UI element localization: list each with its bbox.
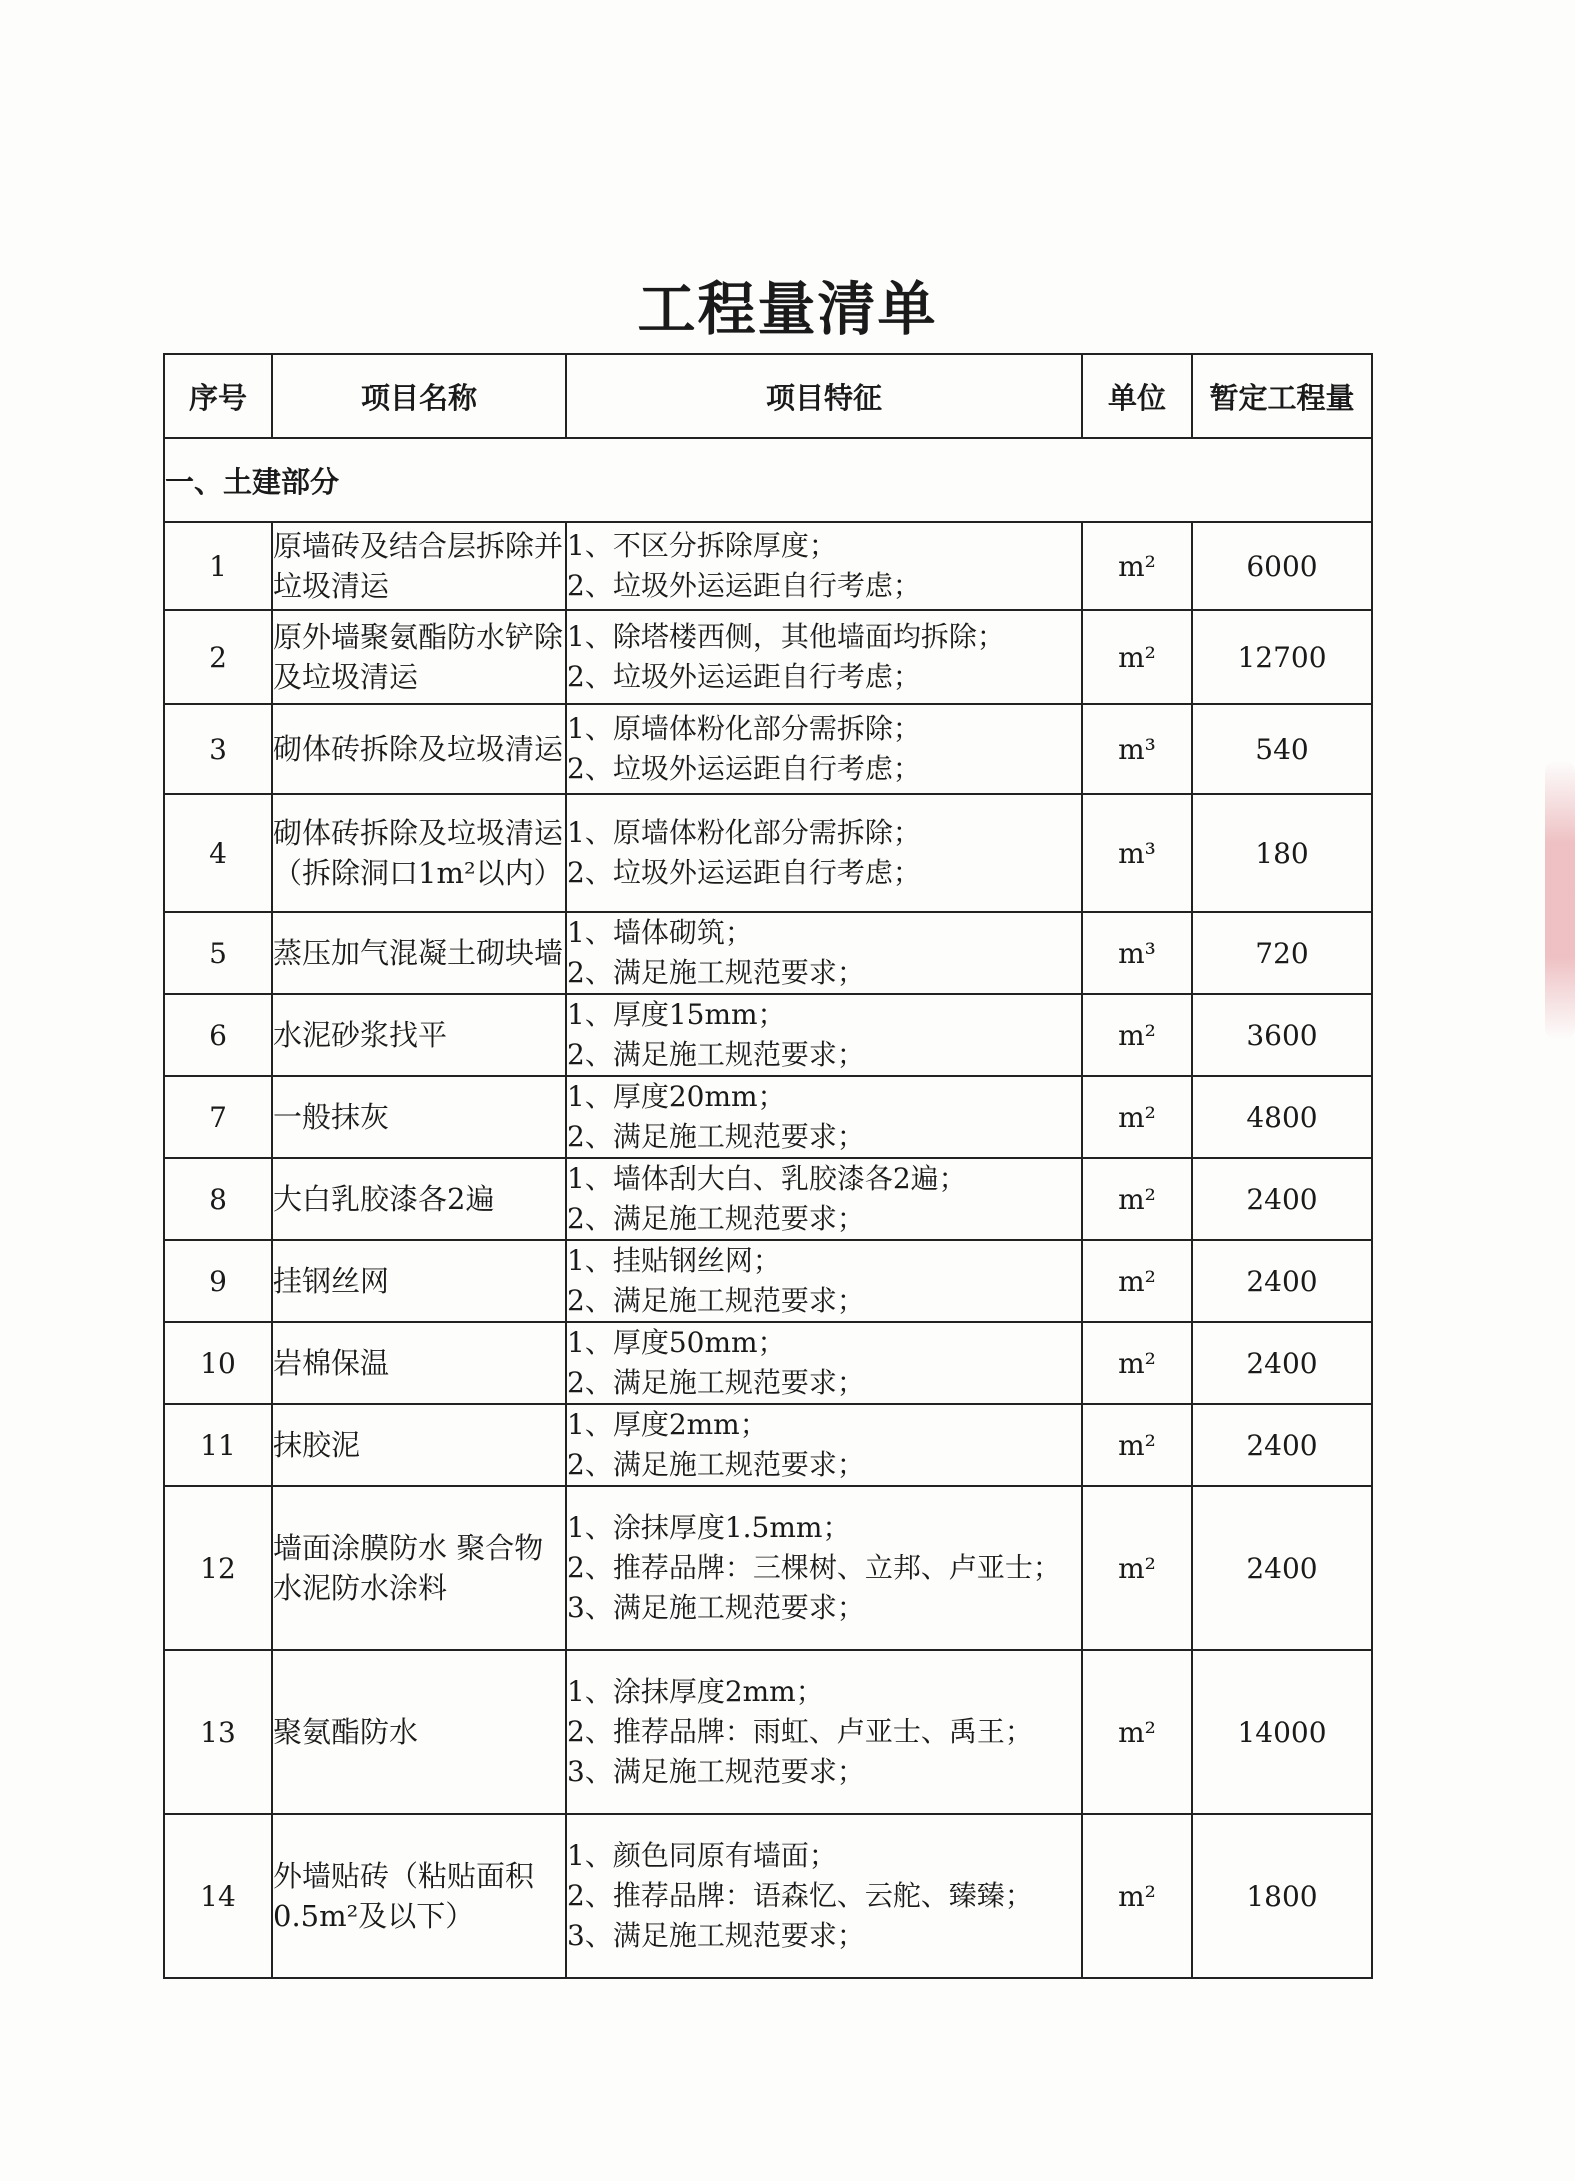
row-unit: m²	[1082, 1404, 1192, 1486]
feature-line: 2、推荐品牌：三棵树、立邦、卢亚士；	[567, 1551, 1061, 1584]
row-item-name: 墙面涂膜防水 聚合物水泥防水涂料	[272, 1486, 566, 1650]
row-quantity: 4800	[1192, 1076, 1372, 1158]
row-unit: m²	[1082, 1240, 1192, 1322]
row-unit: m²	[1082, 1158, 1192, 1240]
table-row	[164, 994, 1372, 1076]
row-features	[566, 1322, 1082, 1404]
feature-line: 2、推荐品牌：语森忆、云舵、臻臻；	[567, 1879, 1033, 1912]
row-features	[566, 794, 1082, 912]
table-row	[164, 522, 1372, 610]
feature-line: 1、厚度50mm；	[567, 1326, 786, 1359]
table-row	[164, 1158, 1372, 1240]
feature-line: 1、除塔楼西侧，其他墙面均拆除；	[567, 620, 1005, 653]
row-quantity: 3600	[1192, 994, 1372, 1076]
row-number: 14	[164, 1814, 272, 1978]
feature-line: 3、满足施工规范要求；	[567, 1755, 865, 1788]
row-number: 11	[164, 1404, 272, 1486]
header-unit: 单位	[1082, 354, 1192, 438]
row-quantity: 2400	[1192, 1486, 1372, 1650]
page-title: 工程量清单	[637, 275, 938, 343]
feature-line: 1、墙体刮大白、乳胶漆各2遍；	[567, 1162, 967, 1195]
row-item-name: 一般抹灰	[272, 1076, 566, 1158]
feature-line: 1、墙体砌筑；	[567, 916, 753, 949]
feature-line: 2、满足施工规范要求；	[567, 1038, 865, 1071]
feature-line: 1、厚度2mm；	[567, 1408, 768, 1441]
feature-line: 3、满足施工规范要求；	[567, 1919, 865, 1952]
row-unit: m²	[1082, 1322, 1192, 1404]
header-quantity: 暂定工程量	[1192, 354, 1372, 438]
feature-line: 1、涂抹厚度2mm；	[567, 1675, 824, 1708]
table-row	[164, 912, 1372, 994]
row-item-name: 原墙砖及结合层拆除并垃圾清运	[272, 522, 566, 610]
feature-line: 2、满足施工规范要求；	[567, 1202, 865, 1235]
row-features	[566, 1076, 1082, 1158]
row-features	[566, 1158, 1082, 1240]
row-unit: m²	[1082, 1076, 1192, 1158]
row-quantity: 180	[1192, 794, 1372, 912]
row-number: 10	[164, 1322, 272, 1404]
row-features	[566, 912, 1082, 994]
red-seal-stamp	[1545, 760, 1575, 1040]
row-unit: m²	[1082, 994, 1192, 1076]
feature-line: 1、原墙体粉化部分需拆除；	[567, 816, 921, 849]
row-item-name: 大白乳胶漆各2遍	[272, 1158, 566, 1240]
row-features	[566, 1240, 1082, 1322]
header-row	[164, 354, 1372, 438]
row-unit: m²	[1082, 522, 1192, 610]
row-item-name: 砌体砖拆除及垃圾清运	[272, 704, 566, 794]
table-row	[164, 1322, 1372, 1404]
table-row	[164, 1240, 1372, 1322]
header-features: 项目特征	[566, 354, 1082, 438]
row-item-name: 挂钢丝网	[272, 1240, 566, 1322]
section-title: 一、土建部分	[164, 438, 1372, 522]
row-features	[566, 610, 1082, 704]
table-row	[164, 704, 1372, 794]
row-item-name: 砌体砖拆除及垃圾清运（拆除洞口1m²以内）	[272, 794, 566, 912]
feature-line: 1、原墙体粉化部分需拆除；	[567, 712, 921, 745]
bill-of-quantities-table	[163, 353, 1373, 1979]
feature-line: 1、不区分拆除厚度；	[567, 529, 837, 562]
row-unit: m³	[1082, 794, 1192, 912]
table-row	[164, 794, 1372, 912]
row-item-name: 抹胶泥	[272, 1404, 566, 1486]
row-features	[566, 1650, 1082, 1814]
feature-line: 1、挂贴钢丝网；	[567, 1244, 781, 1277]
feature-line: 2、垃圾外运运距自行考虑；	[567, 569, 921, 602]
header-name: 项目名称	[272, 354, 566, 438]
feature-line: 1、颜色同原有墙面；	[567, 1839, 837, 1872]
row-features	[566, 704, 1082, 794]
row-number: 13	[164, 1650, 272, 1814]
row-item-name: 聚氨酯防水	[272, 1650, 566, 1814]
feature-line: 2、垃圾外运运距自行考虑；	[567, 752, 921, 785]
section-row	[164, 438, 1372, 522]
feature-line: 2、满足施工规范要求；	[567, 1448, 865, 1481]
feature-line: 2、垃圾外运运距自行考虑；	[567, 660, 921, 693]
row-quantity: 6000	[1192, 522, 1372, 610]
row-unit: m²	[1082, 1814, 1192, 1978]
row-features	[566, 994, 1082, 1076]
table-row	[164, 1486, 1372, 1650]
row-features	[566, 522, 1082, 610]
row-item-name: 蒸压加气混凝土砌块墙	[272, 912, 566, 994]
row-quantity: 720	[1192, 912, 1372, 994]
row-quantity: 14000	[1192, 1650, 1372, 1814]
row-unit: m²	[1082, 1486, 1192, 1650]
row-item-name: 原外墙聚氨酯防水铲除及垃圾清运	[272, 610, 566, 704]
header-no: 序号	[164, 354, 272, 438]
row-number: 2	[164, 610, 272, 704]
row-number: 12	[164, 1486, 272, 1650]
row-features	[566, 1486, 1082, 1650]
row-unit: m²	[1082, 1650, 1192, 1814]
feature-line: 3、满足施工规范要求；	[567, 1591, 865, 1624]
row-number: 9	[164, 1240, 272, 1322]
table-row	[164, 1650, 1372, 1814]
row-unit: m³	[1082, 912, 1192, 994]
row-quantity: 1800	[1192, 1814, 1372, 1978]
row-quantity: 2400	[1192, 1158, 1372, 1240]
row-item-name: 岩棉保温	[272, 1322, 566, 1404]
row-item-name: 水泥砂浆找平	[272, 994, 566, 1076]
feature-line: 1、厚度15mm；	[567, 998, 786, 1031]
row-quantity: 540	[1192, 704, 1372, 794]
table-row	[164, 1814, 1372, 1978]
feature-line: 2、满足施工规范要求；	[567, 956, 865, 989]
feature-line: 2、推荐品牌：雨虹、卢亚士、禹王；	[567, 1715, 1033, 1748]
row-number: 3	[164, 704, 272, 794]
row-number: 6	[164, 994, 272, 1076]
feature-line: 2、垃圾外运运距自行考虑；	[567, 856, 921, 889]
row-item-name: 外墙贴砖（粘贴面积0.5m²及以下）	[272, 1814, 566, 1978]
row-number: 5	[164, 912, 272, 994]
feature-line: 1、涂抹厚度1.5mm；	[567, 1511, 851, 1544]
row-number: 8	[164, 1158, 272, 1240]
row-quantity: 2400	[1192, 1240, 1372, 1322]
row-unit: m²	[1082, 610, 1192, 704]
feature-line: 1、厚度20mm；	[567, 1080, 786, 1113]
row-quantity: 12700	[1192, 610, 1372, 704]
table-row	[164, 1076, 1372, 1158]
row-features	[566, 1404, 1082, 1486]
table-row	[164, 610, 1372, 704]
row-features	[566, 1814, 1082, 1978]
table-row	[164, 1404, 1372, 1486]
row-quantity: 2400	[1192, 1322, 1372, 1404]
row-number: 7	[164, 1076, 272, 1158]
row-number: 4	[164, 794, 272, 912]
feature-line: 2、满足施工规范要求；	[567, 1366, 865, 1399]
row-unit: m³	[1082, 704, 1192, 794]
row-number: 1	[164, 522, 272, 610]
feature-line: 2、满足施工规范要求；	[567, 1284, 865, 1317]
row-quantity: 2400	[1192, 1404, 1372, 1486]
feature-line: 2、满足施工规范要求；	[567, 1120, 865, 1153]
